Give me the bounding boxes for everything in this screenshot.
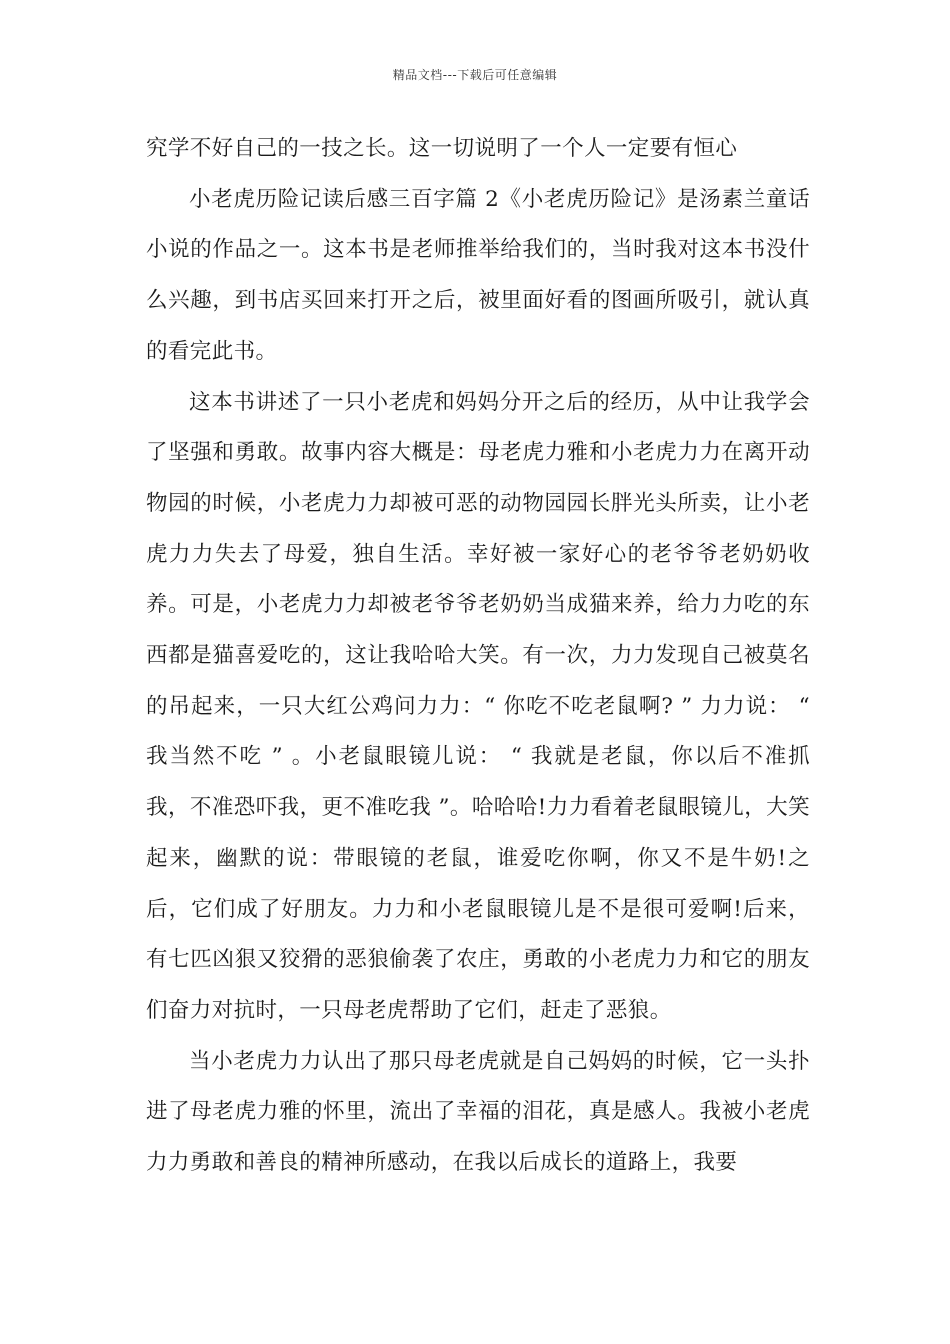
paragraph: 这本书讲述了一只小老虎和妈妈分开之后的经历，从中让我学会了坚强和勇敢。故事内容大概是：母老虎力雅和小老虎力力在离开动物园的时候，小老虎力力却被可恶的动物园园长胖光头所卖，让小老虎力力失去了母爱，独自生活。幸好被一家好心的老爷爷老奶奶收养。可是，小老虎力力却被老爷爷老奶奶当成猫来养，给力力吃的东西都是猫喜爱吃的，这让我哈哈大笑。有一次，力力发现自己被莫名的吊起来，一只大红公鸡问力力：“ 你吃不吃老鼠啊? ” 力力说： “ 我当然不吃 ” 。小老鼠眼镜儿说： “ 我就是老鼠，你以后不准抓我，不准恐吓我，更不准吃我 ”。哈哈哈!力力看着老鼠眼镜儿，大笑起来，幽默的说：带眼镜的老鼠，谁爱吃你啊，你又不是牛奶!之后，它们成了好朋友。力力和小老鼠眼镜儿是不是很可爱啊!后来，有七匹凶狠又狡猾的恶狼偷袭了农庄，勇敢的小老虎力力和它的朋友们奋力对抗时，一只母老虎帮助了它们，赶走了恶狼。 — [146, 389, 810, 1023]
paragraph: 小老虎历险记读后感三百字篇 2《小老虎历险记》是汤素兰童话小说的作品之一。这本书是老师推举给我们的，当时我对这本书没什么兴趣，到书店买回来打开之后，被里面好看的图画所吸引，就认真的看完此书。 — [146, 186, 810, 364]
document-body — [146, 124, 810, 1189]
page-header: 精品文档---下载后可任意编辑 — [392, 68, 558, 82]
paragraph-continued: 究学不好自己的一技之长。这一切说明了一个人一定要有恒心 — [146, 136, 738, 161]
paragraph: 当小老虎力力认出了那只母老虎就是自己妈妈的时候，它一头扑进了母老虎力雅的怀里，流出了幸福的泪花，真是感人。我被小老虎力力勇敢和善良的精神所感动，在我以后成长的道路上，我要 — [146, 1048, 810, 1176]
